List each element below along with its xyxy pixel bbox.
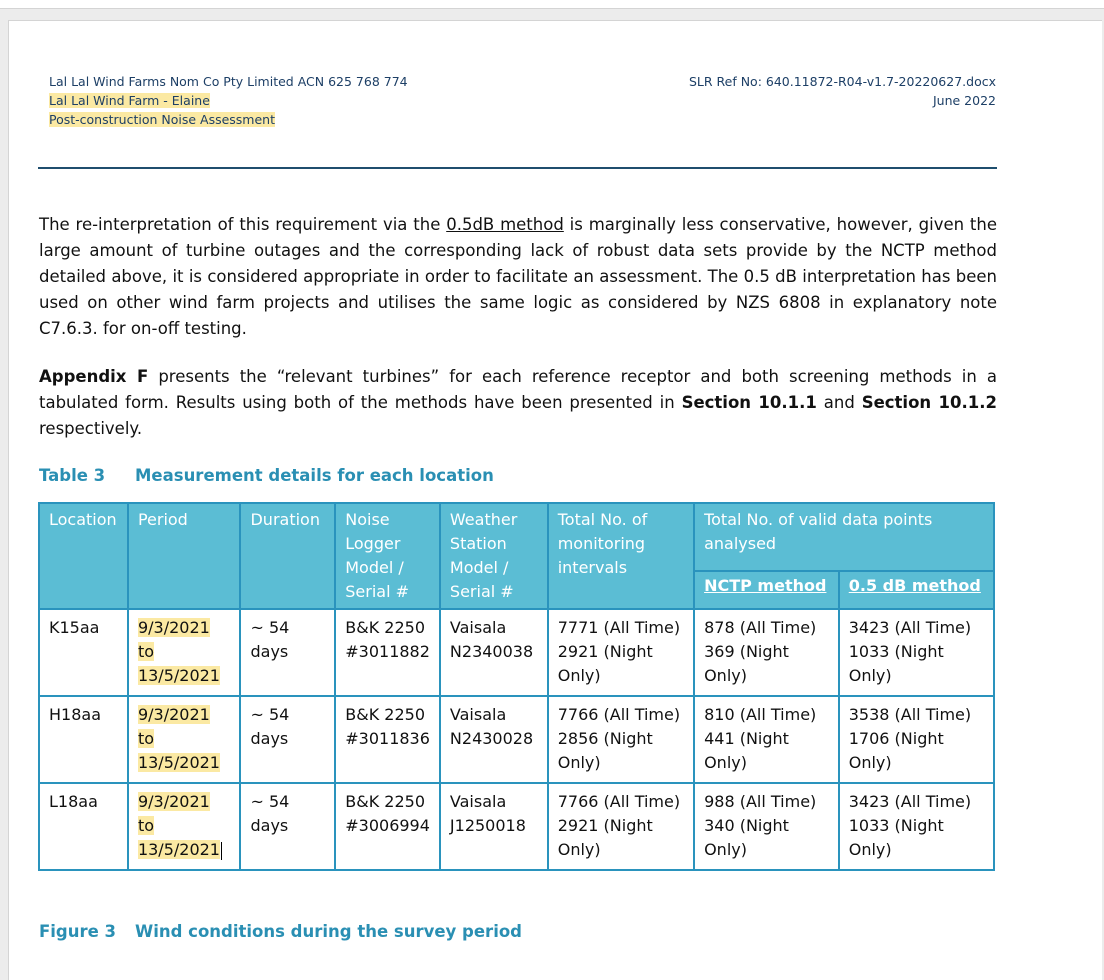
table-title: Measurement details for each location <box>135 466 494 485</box>
header-valid-points: Total No. of valid data points analysed <box>694 503 994 571</box>
para2-text-c: respectively. <box>39 419 143 438</box>
header-ref: SLR Ref No: 640.11872-R04-v1.7-20220627.docx <box>688 74 996 89</box>
period-from: 9/3/2021 <box>137 705 210 724</box>
total-night-value: 2856 <box>557 729 599 748</box>
db-all-value: 3538 <box>848 705 890 724</box>
header-right <box>689 72 996 110</box>
period-to: 13/5/2021 <box>137 666 220 685</box>
measurement-table <box>38 502 995 871</box>
cell-nctp <box>694 696 839 783</box>
header-weather-station: Weather Station Model / Serial # <box>440 503 548 609</box>
cell-05db <box>839 696 994 783</box>
db-night-label: (Night Only) <box>848 816 944 859</box>
section-ref-1: Section 10.1.1 <box>681 393 817 412</box>
cell-total <box>548 609 694 696</box>
total-night-value: 2921 <box>557 816 599 835</box>
total-all-label: (All Time) <box>603 792 681 811</box>
header-doc-title: Post-construction Noise Assessment <box>49 112 276 127</box>
cell-05db <box>839 609 994 696</box>
period-to: 13/5/2021 <box>137 840 220 859</box>
period-to-word: to <box>137 816 154 835</box>
header-period: Period <box>128 503 241 609</box>
total-all-label: (All Time) <box>603 705 681 724</box>
total-night-label: (Night Only) <box>557 729 653 772</box>
nctp-all-value: 810 <box>704 705 735 724</box>
table-row <box>39 609 994 696</box>
para1-text-a: The re-interpretation of this requirement via the <box>39 215 447 234</box>
cell-logger <box>335 609 440 696</box>
cell-weather <box>440 783 548 870</box>
db-all-value: 3423 <box>848 618 890 637</box>
cell-weather <box>440 609 548 696</box>
appendix-ref: Appendix F <box>39 367 149 386</box>
weather-model: Vaisala <box>449 705 507 724</box>
table-row <box>39 783 994 870</box>
weather-serial: N2430028 <box>449 729 534 748</box>
cell-05db <box>839 783 994 870</box>
header-company: Lal Lal Wind Farms Nom Co Pty Limited ACN 625 768 774 <box>49 74 408 89</box>
period-to-word: to <box>137 729 154 748</box>
nctp-night-value: 441 <box>704 729 735 748</box>
header-duration: Duration <box>240 503 335 609</box>
cell-total <box>548 783 694 870</box>
db-night-value: 1033 <box>848 642 890 661</box>
logger-serial: #3006994 <box>345 816 430 835</box>
logger-model: B&K 2250 <box>345 618 425 637</box>
section-ref-2: Section 10.1.2 <box>861 393 998 412</box>
figure-number: Figure 3 <box>39 922 117 941</box>
para2-text-b: and <box>816 393 862 412</box>
table-number: Table 3 <box>39 466 106 485</box>
method-link[interactable]: 0.5dB method <box>446 215 564 234</box>
db-all-label: (All Time) <box>894 618 972 637</box>
cell-logger <box>335 783 440 870</box>
text-cursor <box>221 842 222 860</box>
nctp-night-label: (Night Only) <box>704 729 789 772</box>
cell-location: H18aa <box>39 696 128 783</box>
cell-duration: ~ 54 days <box>240 783 335 870</box>
paragraph-method <box>39 212 997 342</box>
db-night-label: (Night Only) <box>848 642 944 685</box>
nctp-all-label: (All Time) <box>739 792 817 811</box>
header-rule <box>38 167 997 169</box>
figure-title: Wind conditions during the survey period <box>135 922 522 941</box>
para2-text-a: presents the “relevant turbines” for each reference receptor and both screening methods in a tabulated form. Results using both of the methods have been presented in <box>39 367 997 412</box>
cell-nctp <box>694 609 839 696</box>
header-05db-method: 0.5 dB method <box>839 571 994 609</box>
header-total-intervals: Total No. of monitoring intervals <box>548 503 694 609</box>
header-noise-logger: Noise Logger Model / Serial # <box>335 503 440 609</box>
cell-location: L18aa <box>39 783 128 870</box>
nctp-all-value: 878 <box>704 618 735 637</box>
nctp-night-value: 369 <box>704 642 735 661</box>
nctp-night-label: (Night Only) <box>704 816 789 859</box>
total-all-label: (All Time) <box>603 618 681 637</box>
total-night-label: (Night Only) <box>557 642 653 685</box>
paragraph-appendix <box>39 364 997 442</box>
weather-serial: N2340038 <box>449 642 534 661</box>
para1-text-b: is marginally less conservative, however, given the large amount of turbine outages and the corresponding lack of robust data sets provide by the NCTP method detailed above, it is considered appropriate in order to facilitate an assessment. The 0.5 dB interpretation has been used on other wind farm projects and utilises the same logic as considered by NZS 6808 in explanatory note C7.6.3. for on-off testing. <box>39 215 997 338</box>
figure-caption <box>39 922 522 941</box>
nctp-night-value: 340 <box>704 816 735 835</box>
period-from: 9/3/2021 <box>137 792 210 811</box>
nctp-all-label: (All Time) <box>739 618 817 637</box>
weather-model: Vaisala <box>449 792 507 811</box>
weather-serial: J1250018 <box>449 816 526 835</box>
header-location: Location <box>39 503 128 609</box>
logger-serial: #3011836 <box>345 729 430 748</box>
db-all-label: (All Time) <box>894 705 972 724</box>
cell-duration: ~ 54 days <box>240 609 335 696</box>
cell-total <box>548 696 694 783</box>
header-nctp-method: NCTP method <box>694 571 839 609</box>
period-from: 9/3/2021 <box>137 618 210 637</box>
cell-nctp <box>694 783 839 870</box>
cell-weather <box>440 696 548 783</box>
logger-model: B&K 2250 <box>345 792 425 811</box>
header-date: June 2022 <box>932 93 996 108</box>
total-night-value: 2921 <box>557 642 599 661</box>
header-project: Lal Lal Wind Farm - Elaine <box>49 93 210 108</box>
nctp-night-label: (Night Only) <box>704 642 789 685</box>
db-all-value: 3423 <box>848 792 890 811</box>
db-night-value: 1033 <box>848 816 890 835</box>
header-left <box>49 72 408 129</box>
cell-logger <box>335 696 440 783</box>
table-caption <box>39 466 494 485</box>
cell-period <box>128 783 241 870</box>
nctp-all-label: (All Time) <box>739 705 817 724</box>
period-to: 13/5/2021 <box>137 753 220 772</box>
total-all-value: 7771 <box>557 618 599 637</box>
table-row <box>39 696 994 783</box>
db-all-label: (All Time) <box>894 792 972 811</box>
total-night-label: (Night Only) <box>557 816 653 859</box>
cell-location: K15aa <box>39 609 128 696</box>
nctp-all-value: 988 <box>704 792 735 811</box>
logger-serial: #3011882 <box>345 642 430 661</box>
cell-period <box>128 696 241 783</box>
total-all-value: 7766 <box>557 792 599 811</box>
cell-period <box>128 609 241 696</box>
db-night-label: (Night Only) <box>848 729 944 772</box>
db-night-value: 1706 <box>848 729 890 748</box>
logger-model: B&K 2250 <box>345 705 425 724</box>
weather-model: Vaisala <box>449 618 507 637</box>
cell-duration: ~ 54 days <box>240 696 335 783</box>
total-all-value: 7766 <box>557 705 599 724</box>
period-to-word: to <box>137 642 154 661</box>
window-top-strip <box>0 0 1104 9</box>
